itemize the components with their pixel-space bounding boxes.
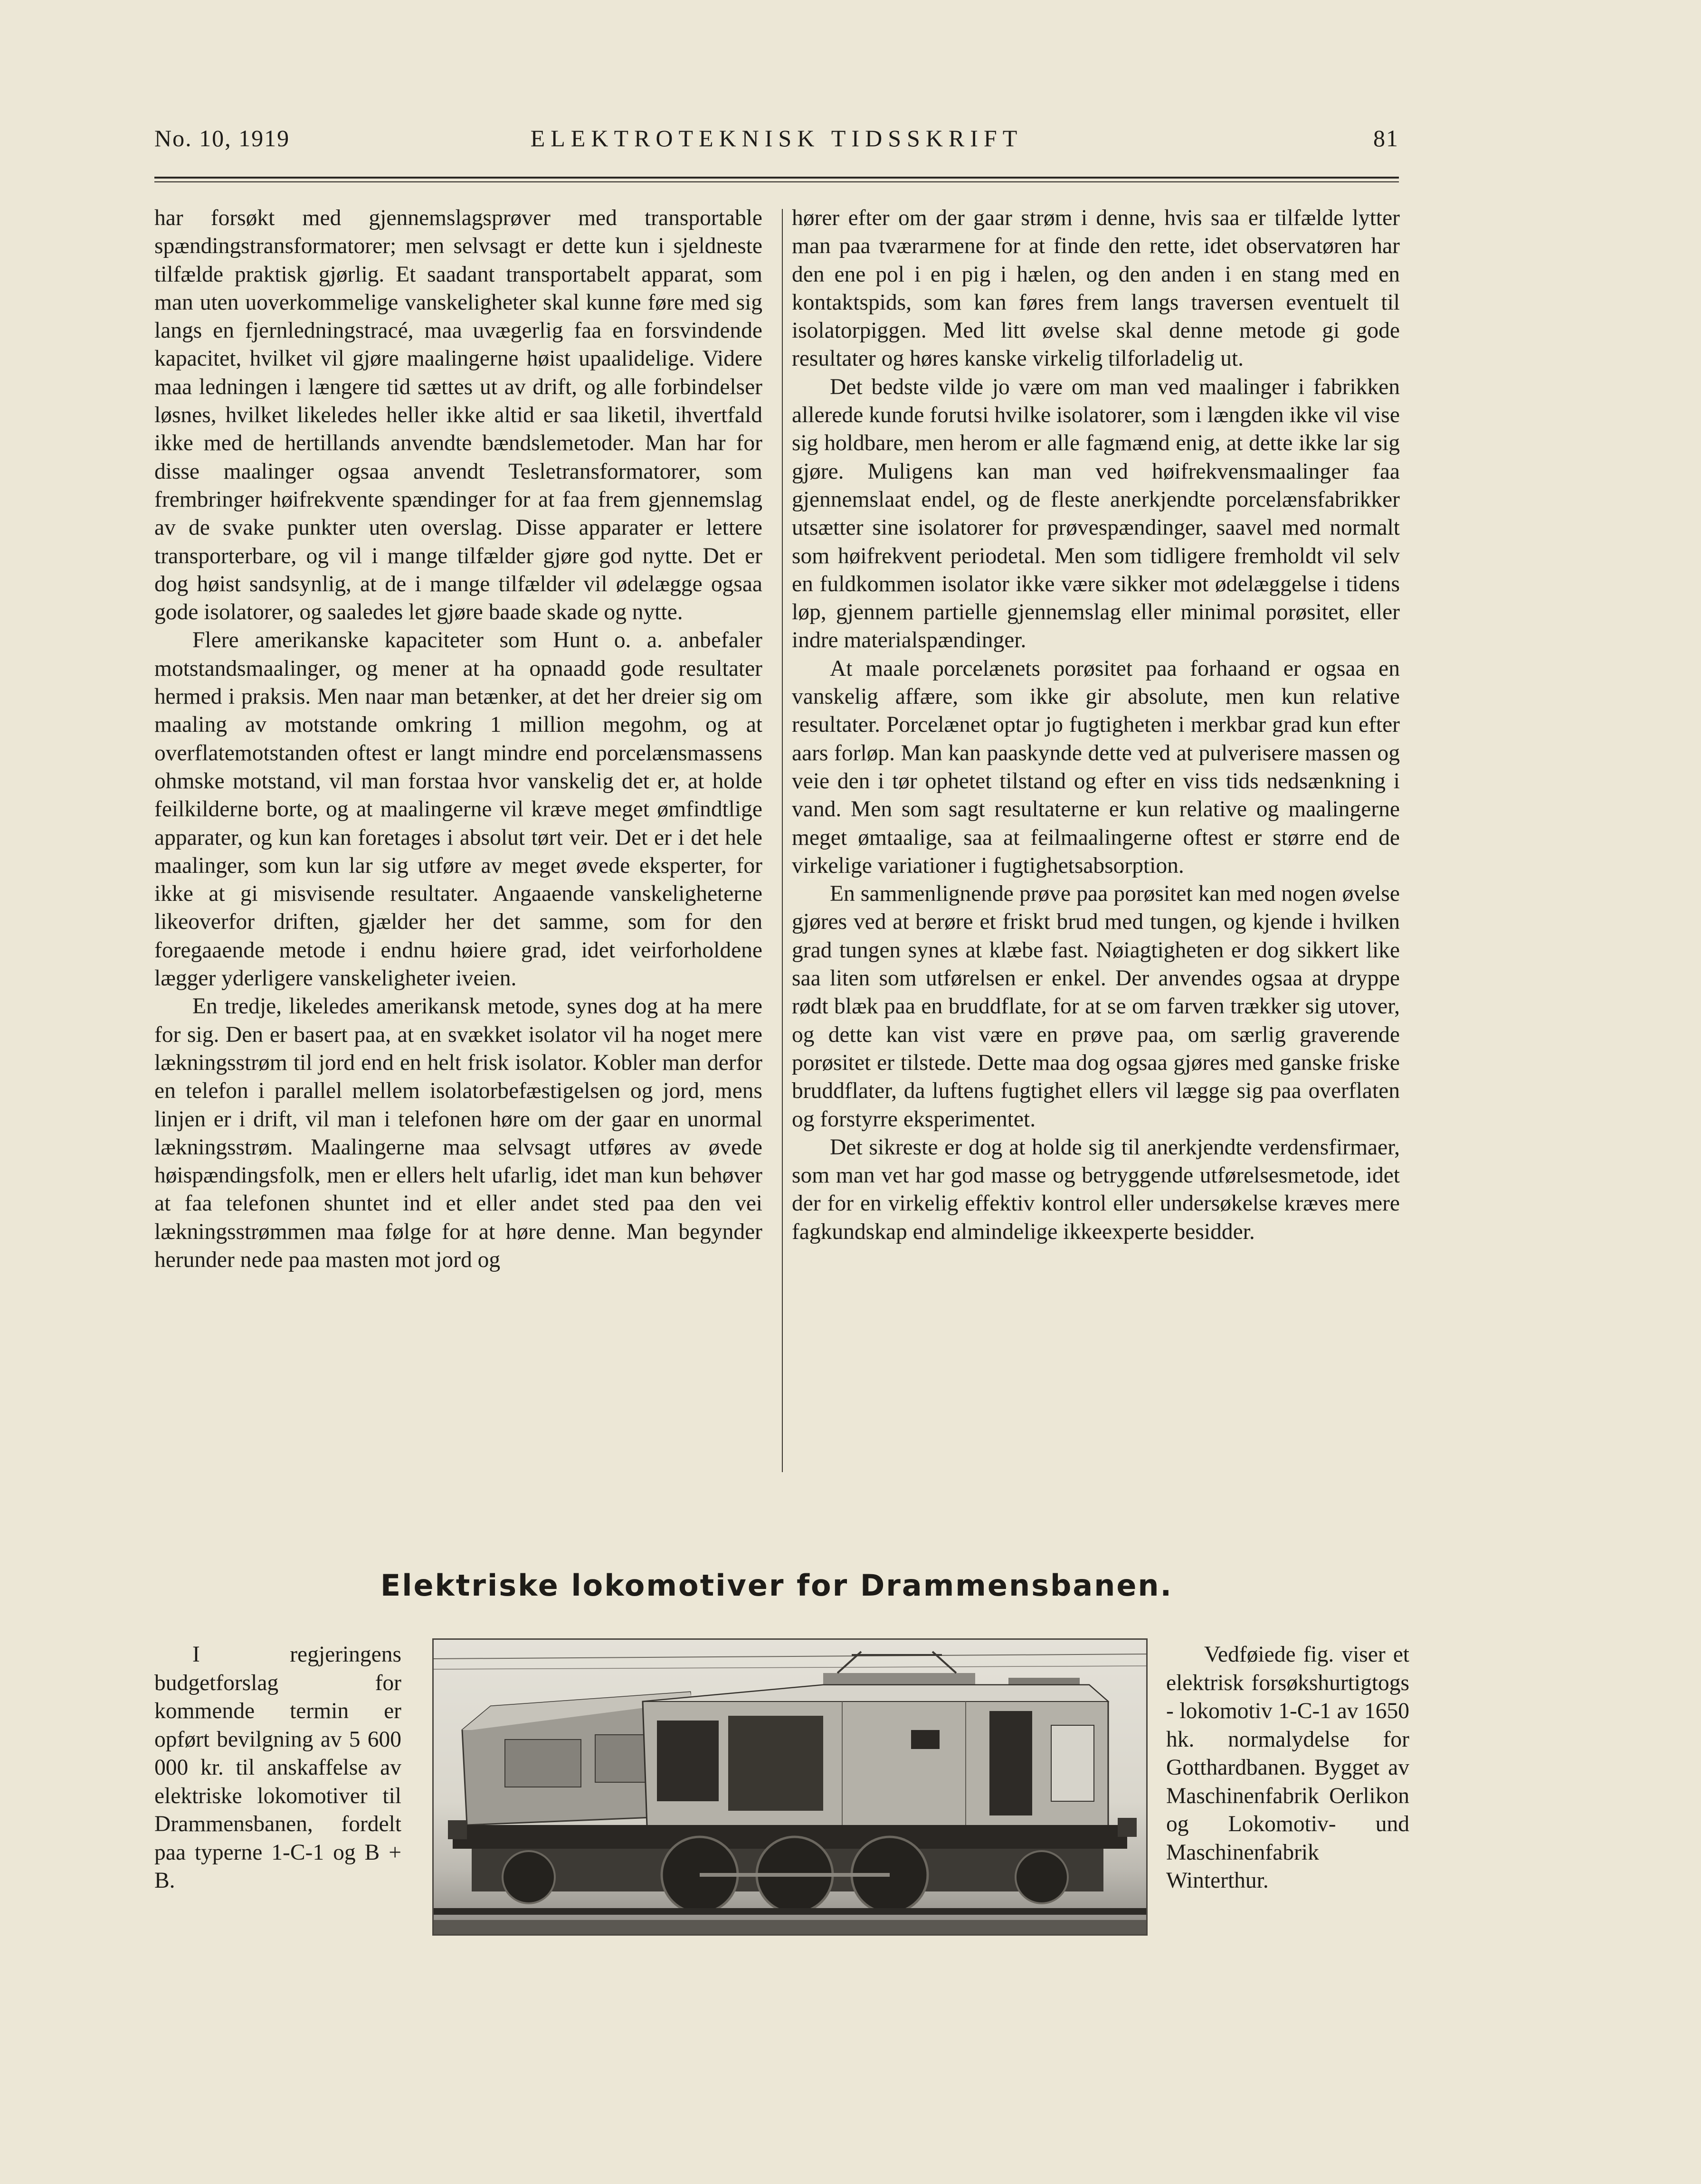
paragraph: har forsøkt med gjennemslagsprøver med transportable spændingstransformatorer; men selvsagt er dette kun i sjeldneste tilfælde praktisk gjørlig. Et saadant transportabelt apparat, som man uten uoverkommelige vanskeligheter skal kunne føre med sig langs en fjernledningstracé, maa uvægerlig faa en forsvindende kapacitet, hvilket vil gjøre maalingerne høist upaalidelige. Videre maa ledningen i længere tid sættes ut av drift, og alle forbindelser løsnes, hvilket likeledes heller ikke altid er saa liketil, ihvertfald ikke med de hertillands anvendte bændslemetoder. Man har for disse maalinger ogsaa anvendt Tesletransformatorer, som frembringer høifrekvente spændinger for at faa frem gjennemslag av de svake punkter uten overslag. Disse apparater er lettere transporterbare, og vil i mange tilfælder gjøre god nytte. Det er dog høist sandsynlig, at de i mange tilfælder vil ødelægge ogsaa gode isolatorer, og saaledes let gjøre baade skade og nytte. [154,206,762,625]
paragraph: Det bedste vilde jo være om man ved maalinger i fabrikken allerede kunde forutsi hvilke isolatorer, som i længden ikke vil vise sig holdbare, men herom er alle fagmænd enig, at dette ikke lar sig gjøre. Muligens kan man ved høifrekvensmaalinger faa gjennemslaat endel, og de fleste anerkjendte porcelænsfabrikker utsætter sine isolatorer for prøvespændinger, saavel med normalt som høifrekvent periodetal. Men som tidligere fremholdt vil selv en fuldkommen isolator ikke være sikker mot ødelæggelse i tidens løp, gjennem partielle gjennemslag eller minimal porøsitet, eller indre materialspændinger. [792,374,1400,653]
paragraph: Flere amerikanske kapaciteter som Hunt o. a. anbefaler motstandsmaalinger, og mener at ha opnaadd gode resultater hermed i praksis. Men naar man betænker, at det her dreier sig om maaling av motstande omkring 1 million megohm, og at overflatemotstanden oftest er langt mindre end porcelænsmassens ohmske motstand, vil man forstaa hvor vanskelig det er, at holde feilkilderne borte, og at maalingerne vil kræve meget ømfindtlige apparater, og kun kan foretages i absolut tørt veir. Det er i det hele maalinger, som kun lar sig utføre av meget øvede eksperter, for ikke at gi misvisende resultater. Angaaende vanskeligheterne likeoverfor driften, gjælder her det samme, som for den foregaaende metode i endnu høiere grad, idet veirforholdene lægger yderligere vanskeligheter iveien. [154,628,762,991]
journal-title: ELEKTROTEKNISK TIDSSKRIFT [530,125,1023,151]
header-rule [154,177,1399,179]
left-column [154,204,762,1477]
paragraph: At maale porcelænets porøsitet paa forhaand er ogsaa en vanskelig affære, som ikke gir absolute, men kun relative resultater. Porcelænet optar jo fugtigheten i merkbar grad kun efter aars forløp. Man kan paaskynde dette ved at pulverisere massen og veie den i tør ophetet tilstand og efter en viss tids nedsænkning i vand. Men som sagt resultaterne er kun relative og maalingerne meget ømtaalige, saa at feilmaalingerne oftest er større end de virkelige variationer i fugtighetsabsorption. [792,656,1400,878]
paragraph: En sammenlignende prøve paa porøsitet kan med nogen øvelse gjøres ved at berøre et friskt brud med tungen, og kjende i hvilken grad tungen synes at klæbe fast. Nøiagtigheten er dog sikkert like saa liten som utførelsen er enkel. Der anvendes ogsaa at dryppe rødt blæk paa en bruddflate, for at se om farven trækker sig utover, og dette kan vist være en prøve paa, om særlig graverende porøsitet er tilstede. Dette maa dog ogsaa gjøres med ganske friske bruddflater, da luftens fugtighet ellers vil lægge sig paa overflaten og forstyrre eksperimentet. [792,881,1400,1132]
paragraph: Vedføiede fig. viser et elektrisk forsøkshurtigtogs - lokomotiv 1-C-1 av 1650 hk. normalydelse for Gotthardbanen. Bygget av Maschinenfabrik Oerlikon og Lokomotiv- und Maschinenfabrik Winterthur. [1166,1642,1409,1893]
paragraph: hører efter om der gaar strøm i denne, hvis saa er tilfælde lytter man paa tværarmene for at finde den rette, idet observatøren har den ene pol i en pig i hælen, og den anden i en stang med en kontaktspids, som kan føres frem langs traversen eventuelt til isolatorpiggen. Med litt øvelse skal denne metode gi gode resultater og høres kanske virkelig tilforladelig ut. [792,206,1400,371]
locomotive-illustration [434,1640,1146,1934]
article-title: Elektriske lokomotiver for Drammensbanen. [380,1568,1173,1603]
locomotive-photo [432,1638,1148,1936]
paragraph: En tredje, likeledes amerikansk metode, synes dog at ha mere for sig. Den er basert paa, at en svækket isolator vil ha noget mere lækningsstrøm til jord end en helt frisk isolator. Kobler man derfor en telefon i parallel mellem isolatorbefæstigelsen og jord, mens linjen er i drift, vil man i telefonen høre om der gaar en unormal lækningsstrøm. Maalingerne maa selvsagt utføres av øvede høispændingsfolk, men er ellers helt ufarlig, idet man kun behøver at faa telefonen shuntet ind et eller andet sted paa den vei lækningsstrømmen maa følge for at høre denne. Man begynder herunder nede paa masten mot jord og [154,994,762,1272]
column-divider [782,209,783,1472]
right-column [792,204,1400,1477]
running-head [154,124,1399,158]
article-left-text [154,1641,401,1895]
issue-number: No. 10, 1919 [154,125,290,151]
article-right-text [1166,1641,1409,1895]
page-number: 81 [1373,125,1399,151]
header-rule-thin [154,181,1399,182]
paragraph: I regjeringens budgetforslag for kommende termin er opført bevilgning av 5 600 000 kr. til anskaffelse av elektriske lokomotiver til Drammensbanen, fordelt paa typerne 1-C-1 og B + B. [154,1642,401,1893]
paragraph: Det sikreste er dog at holde sig til anerkjendte verdensfirmaer, som man vet har god masse og betryggende utførelsesmetode, idet der for en virkelig effektiv kontrol eller undersøkelse kræves mere fagkundskap end almindelige ikkeexperte besidder. [792,1135,1400,1244]
